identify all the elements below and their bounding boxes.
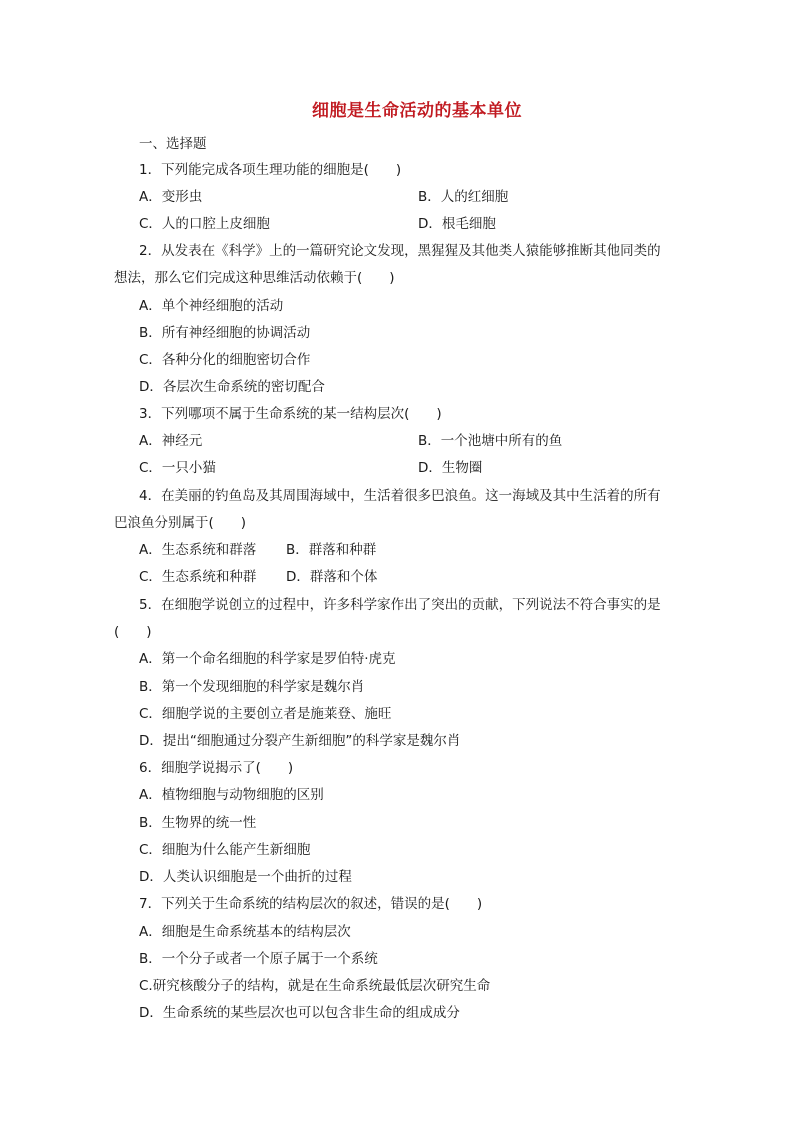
question-6-option-d: D．人类认识细胞是一个曲折的过程	[139, 869, 352, 885]
question-4-stem-line-2: 巴浪鱼分别属于( )	[114, 515, 247, 531]
question-2-stem-line-2: 想法，那么它们完成这种思维活动依赖于( )	[114, 270, 395, 286]
question-1-option-b: B．人的红细胞	[418, 189, 509, 205]
question-2-option-a: A．单个神经细胞的活动	[139, 298, 284, 314]
question-2-stem-line-1: 2．从发表在《科学》上的一篇研究论文发现，黑猩猩及其他类人猿能够推断其他同类的	[139, 243, 661, 259]
question-6-option-c: C．细胞为什么能产生新细胞	[139, 842, 311, 858]
question-3-stem: 3．下列哪项不属于生命系统的某一结构层次( )	[139, 406, 442, 422]
question-4-option-c: C．生态系统和种群	[139, 569, 257, 585]
question-7-option-b: B．一个分子或者一个原子属于一个系统	[139, 951, 378, 967]
question-4-option-d: D．群落和个体	[286, 569, 378, 585]
question-5-option-c: C．细胞学说的主要创立者是施莱登、施旺	[139, 706, 392, 722]
question-5-stem-line-2: ( )	[114, 624, 152, 640]
question-1-option-a: A．变形虫	[139, 189, 203, 205]
question-3-option-c: C．一只小猫	[139, 460, 216, 476]
document-title: 细胞是生命活动的基本单位	[312, 101, 522, 121]
question-7-option-a: A．细胞是生命系统基本的结构层次	[139, 924, 351, 940]
question-7-option-d: D．生命系统的某些层次也可以包含非生命的组成成分	[139, 1005, 460, 1021]
question-7-option-c: C.研究核酸分子的结构，就是在生命系统最低层次研究生命	[139, 978, 491, 994]
question-5-stem-line-1: 5．在细胞学说创立的过程中，许多科学家作出了突出的贡献，下列说法不符合事实的是	[139, 597, 661, 613]
question-4-stem-line-1: 4．在美丽的钓鱼岛及其周围海域中，生活着很多巴浪鱼。这一海域及其中生活着的所有	[139, 488, 661, 504]
question-6-option-a: A．植物细胞与动物细胞的区别	[139, 787, 324, 803]
question-7-stem: 7．下列关于生命系统的结构层次的叙述，错误的是( )	[139, 896, 483, 912]
question-1-stem: 1．下列能完成各项生理功能的细胞是( )	[139, 162, 402, 178]
question-3-option-a: A．神经元	[139, 433, 203, 449]
section-heading: 一、选择题	[139, 136, 207, 152]
question-2-option-b: B．所有神经细胞的协调活动	[139, 325, 311, 341]
question-5-option-b: B．第一个发现细胞的科学家是魏尔肖	[139, 679, 365, 695]
question-2-option-d: D．各层次生命系统的密切配合	[139, 379, 325, 395]
question-4-option-b: B．群落和种群	[286, 542, 377, 558]
question-1-option-c: C．人的口腔上皮细胞	[139, 216, 270, 232]
question-6-option-b: B．生物界的统一性	[139, 815, 257, 831]
question-5-option-d: D．提出“细胞通过分裂产生新细胞”的科学家是魏尔肖	[139, 733, 461, 749]
question-3-option-d: D．生物圈	[418, 460, 483, 476]
question-1-option-d: D．根毛细胞	[418, 216, 496, 232]
question-4-option-a: A．生态系统和群落	[139, 542, 257, 558]
question-5-option-a: A．第一个命名细胞的科学家是罗伯特·虎克	[139, 651, 396, 667]
question-3-option-b: B．一个池塘中所有的鱼	[418, 433, 563, 449]
question-6-stem: 6．细胞学说揭示了( )	[139, 760, 294, 776]
question-2-option-c: C．各种分化的细胞密切合作	[139, 352, 311, 368]
